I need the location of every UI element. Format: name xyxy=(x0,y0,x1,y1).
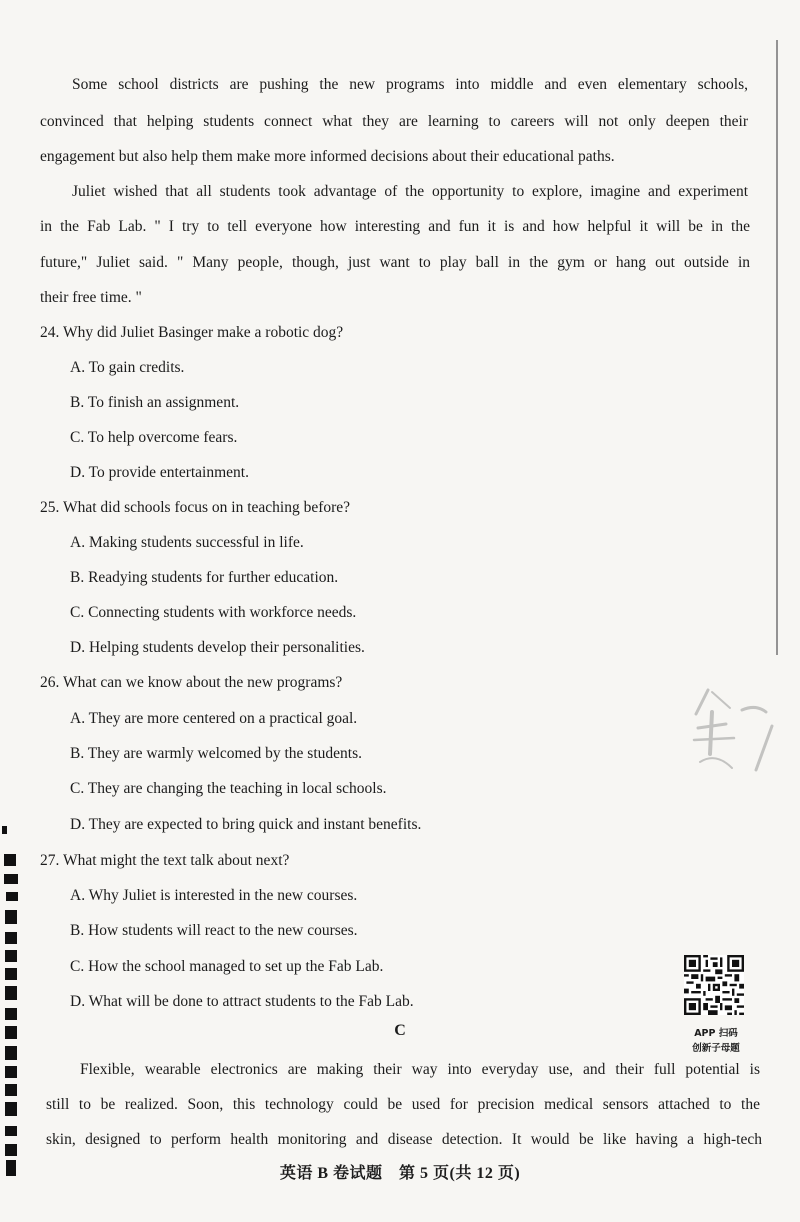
question-27-stem: 27. What might the text talk about next? xyxy=(40,852,290,869)
passage-line-5: in the Fab Lab. " I try to tell everyone how interesting and fun it is and how helpful it will be in the xyxy=(40,218,750,235)
margin-line xyxy=(776,40,778,655)
question-26-option-a: A. They are more centered on a practical goal. xyxy=(70,710,358,727)
question-26-option-c: C. They are changing the teaching in local schools. xyxy=(70,780,387,797)
question-26-stem: 26. What can we know about the new programs? xyxy=(40,674,343,691)
question-27-option-a: A. Why Juliet is interested in the new courses. xyxy=(70,887,358,904)
passage-line-6: future," Juliet said. " Many people, though, just want to play ball in the gym or hang out outside in xyxy=(40,254,750,271)
qr-caption-line-2: 创新子母题 xyxy=(692,1043,740,1054)
section-c-line-1: Flexible, wearable electronics are making their way into everyday use, and their full potential is xyxy=(80,1061,760,1078)
question-25-option-a: A. Making students successful in life. xyxy=(70,534,304,551)
qr-code-icon[interactable] xyxy=(684,955,744,1015)
page-footer: 英语 B 卷试题 第 5 页(共 12 页) xyxy=(279,1165,521,1182)
passage-line-4: Juliet wished that all students took advantage of the opportunity to explore, imagine and experiment xyxy=(72,183,748,200)
watermark-stamp-icon xyxy=(686,682,781,782)
question-27-option-b: B. How students will react to the new courses. xyxy=(70,922,358,939)
passage-line-7: their free time. " xyxy=(40,289,142,306)
section-c-line-2: still to be realized. Soon, this technology could be used for precision medical sensors attached to the xyxy=(46,1096,760,1113)
question-24-option-d: D. To provide entertainment. xyxy=(70,464,249,481)
question-25-option-c: C. Connecting students with workforce needs. xyxy=(70,604,357,621)
passage-line-2: convinced that helping students connect what they are learning to careers will not only deepen their xyxy=(40,113,748,130)
question-27-option-d: D. What will be done to attract students to the Fab Lab. xyxy=(70,993,414,1010)
qr-caption-line-1: APP 扫码 xyxy=(694,1028,738,1039)
passage-line-1: Some school districts are pushing the new programs into middle and even elementary schools, xyxy=(72,76,748,93)
question-27-option-c: C. How the school managed to set up the Fab Lab. xyxy=(70,958,384,975)
section-c-line-3: skin, designed to perform health monitoring and disease detection. It would be like having a high-tech xyxy=(46,1131,762,1148)
section-heading: C xyxy=(394,1022,406,1039)
question-24-option-c: C. To help overcome fears. xyxy=(70,429,238,446)
question-25-option-b: B. Readying students for further education. xyxy=(70,569,339,586)
question-25-stem: 25. What did schools focus on in teaching before? xyxy=(40,499,351,516)
binding-marks xyxy=(0,826,24,1186)
question-24-stem: 24. Why did Juliet Basinger make a robotic dog? xyxy=(40,324,344,341)
question-24-option-b: B. To finish an assignment. xyxy=(70,394,240,411)
question-25-option-d: D. Helping students develop their personalities. xyxy=(70,639,365,656)
question-26-option-b: B. They are warmly welcomed by the students. xyxy=(70,745,362,762)
question-26-option-d: D. They are expected to bring quick and instant benefits. xyxy=(70,816,422,833)
question-24-option-a: A. To gain credits. xyxy=(70,359,185,376)
passage-line-3: engagement but also help them make more informed decisions about their educational paths. xyxy=(40,148,615,165)
